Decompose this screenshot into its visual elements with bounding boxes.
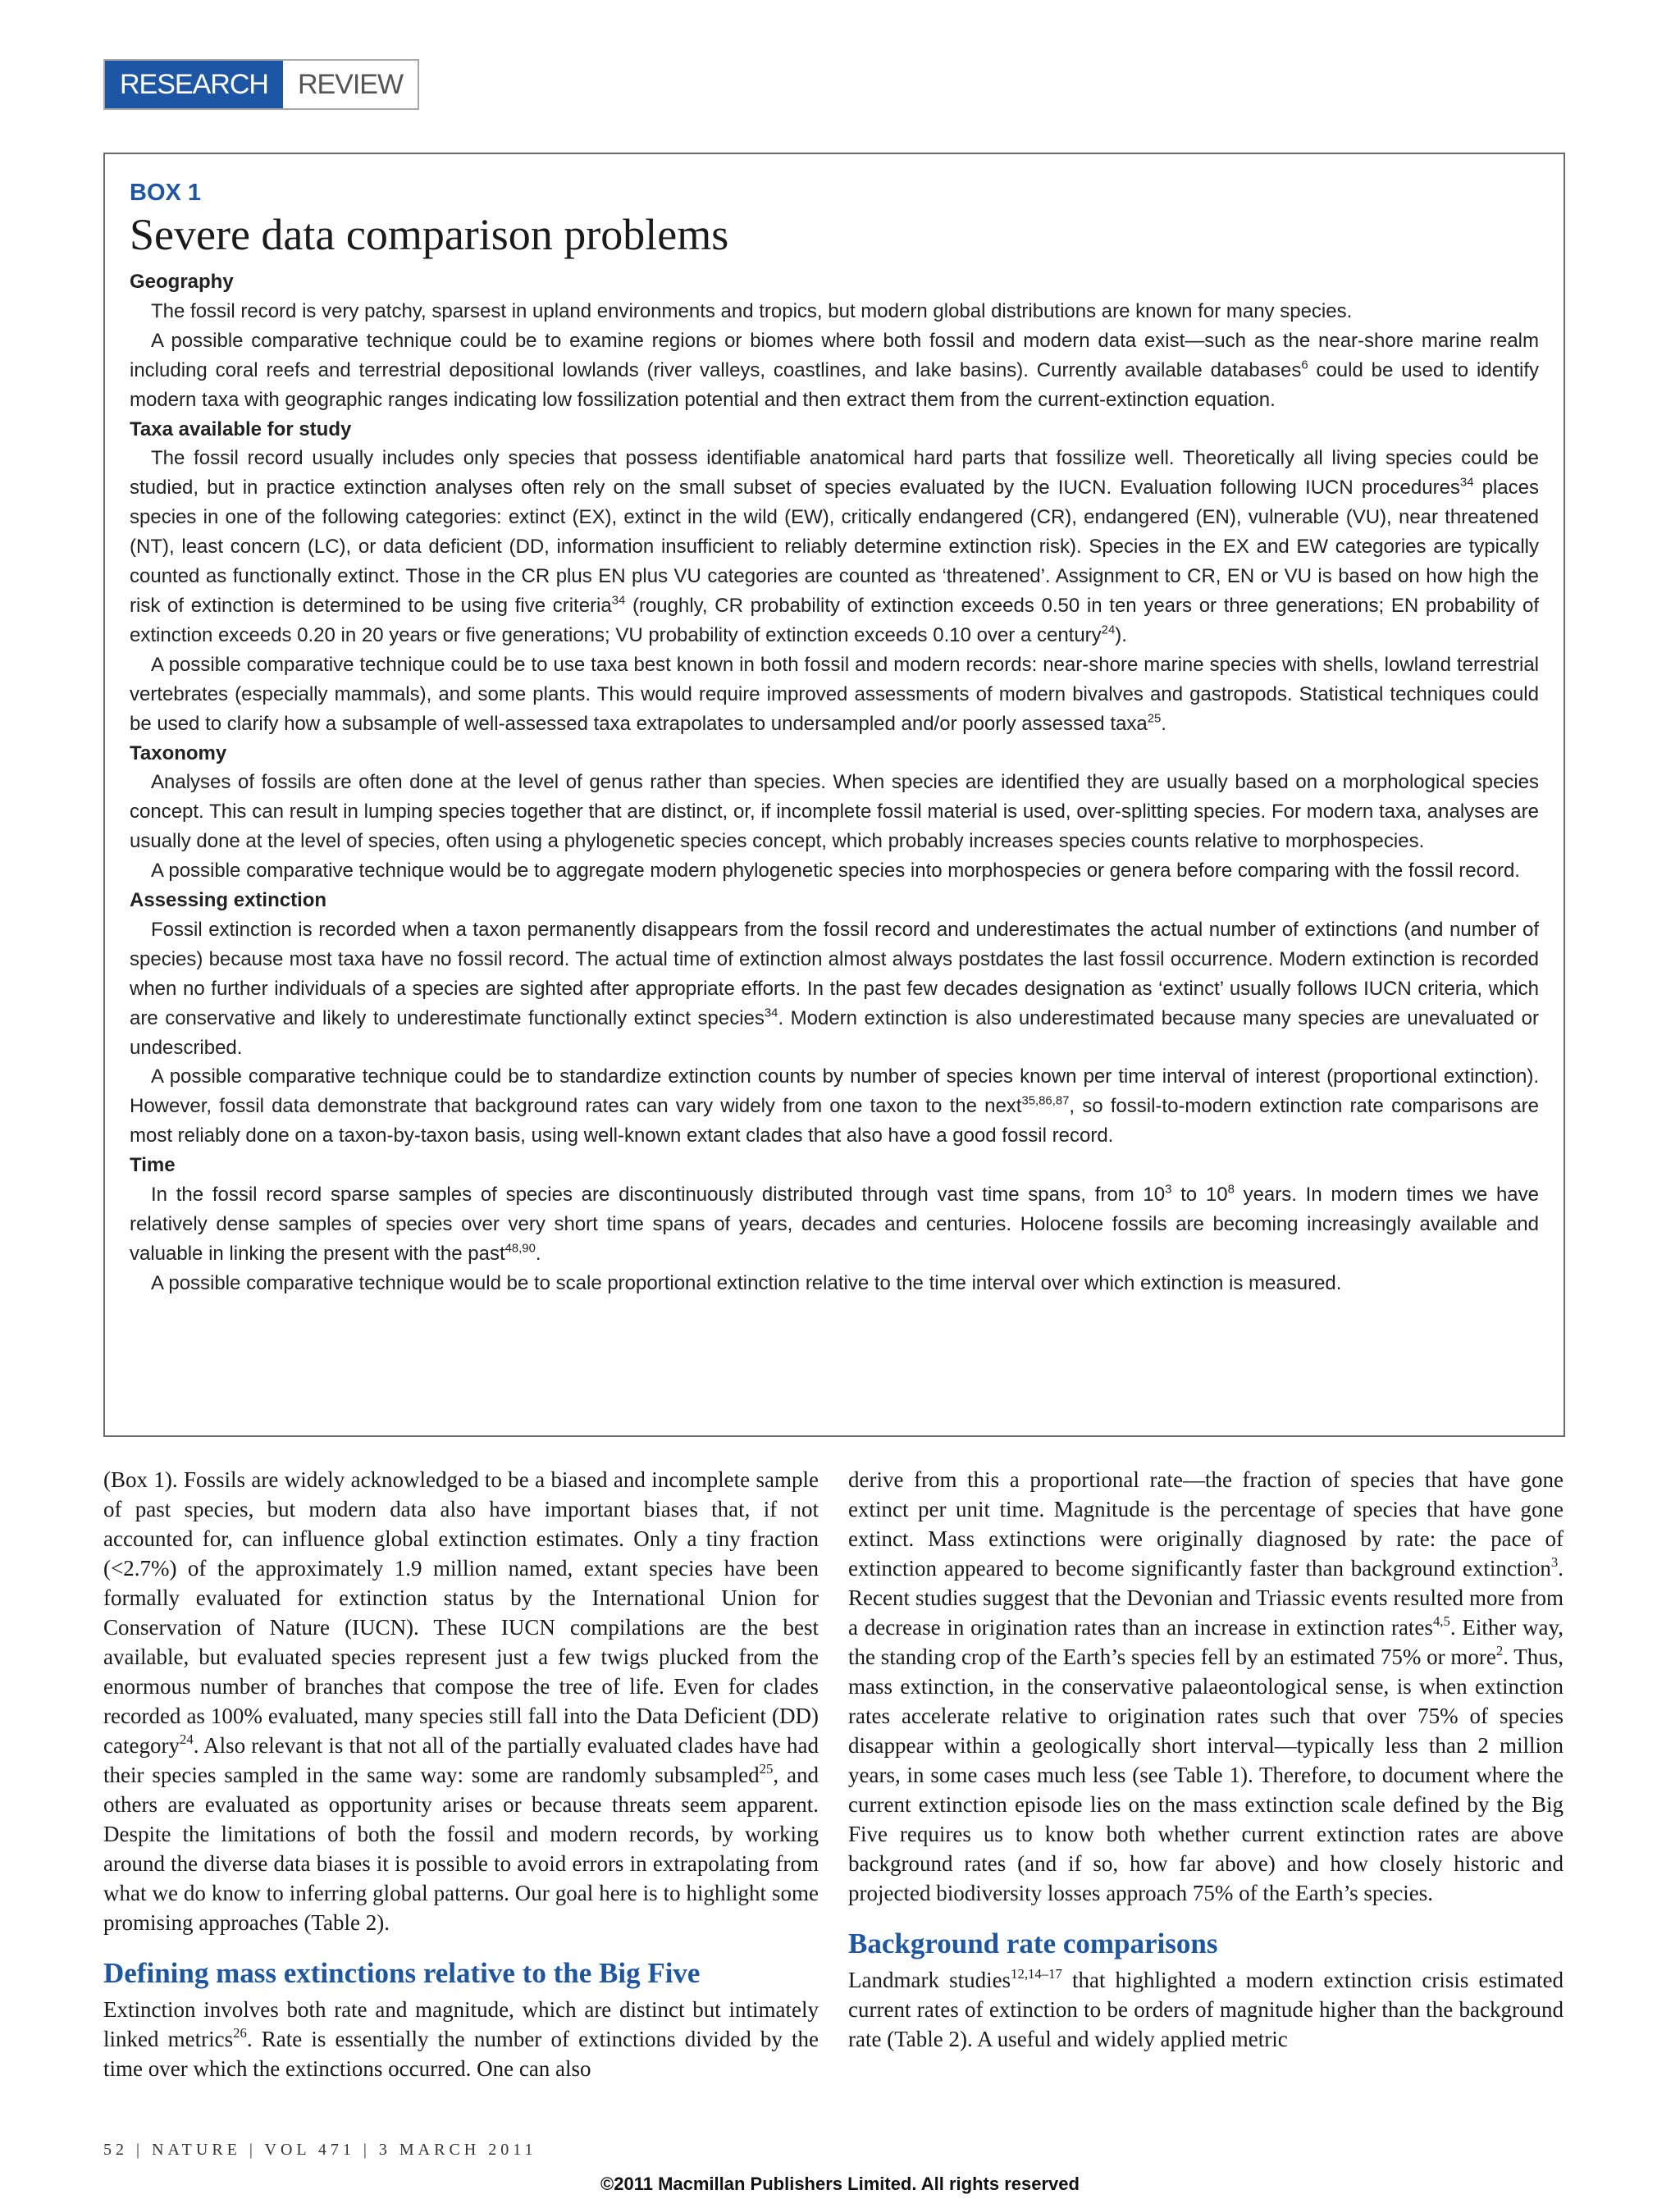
box-section-heading: Taxa available for study	[130, 417, 352, 440]
right-column	[848, 1465, 1564, 2054]
citation-superscript: 3	[1165, 1183, 1172, 1197]
section-heading-mass-extinctions: Defining mass extinctions relative to the Big Five	[103, 1957, 701, 1989]
left-body-paragraph: Extinction involves both rate and magnitude, which are distinct but intimately linked metrics$^{26}$. Rate is essentially the number of extinctions divided by the time over which the extinctions occurred. One can also	[103, 1997, 819, 2081]
box-paragraph: A possible comparative technique would be to aggregate modern phylogenetic species into morphospecies or genera before comparing with the fossil record.	[151, 860, 1520, 883]
tag-review: REVIEW	[283, 61, 418, 108]
box-paragraph: A possible comparative technique could be to use taxa best known in both fossil and modern records: near-shore marine species with shells, lowland terrestrial vertebrates (especially mammals), and some plants. This would require improved assessments of modern bivalves and gastropods. Statistical techniques could be used to clarify how a subsample of well-assessed taxa extrapolates to undersampled and/or poorly assessed taxa$^{25}$.	[130, 653, 1539, 735]
section-heading-background-rate: Background rate comparisons	[848, 1927, 1218, 1959]
citation-superscript: 48,90	[504, 1242, 536, 1256]
citation-superscript: 8	[1227, 1183, 1235, 1197]
left-intro-paragraph: (Box 1). Fossils are widely acknowledged to be a biased and incomplete sample of past species, but modern data also have important biases that, if not accounted for, can influence global extinction estimates. Only a tiny fraction (<2.7%) of the approximately 1.9 million named, extant species have been formally evaluated for extinction status by the International Union for Conservation of Nature (IUCN). These IUCN compilations are the best available, but evaluated species represent just a few twigs plucked from the enormous number of branches that compose the tree of life. Even for clades recorded as 100% evaluated, many species still fall into the Data Deficient (DD) category$^{24}$. Also relevant is that not all of the partially evaluated clades have had their species sampled in the same way: some are randomly subsampled$^{25}$, and others are evaluated as opportunity arises or because threats seem apparent. Despite the limitations of both the fossil and modern records, by working around the diverse data biases it is possible to avoid errors in extrapolating from what we do know to inferring global patterns. Our goal here is to highlight some promising approaches (Table 2).	[103, 1467, 819, 1935]
citation-superscript: 24	[1101, 623, 1116, 637]
box-paragraph: The fossil record is very patchy, sparsest in upland environments and tropics, but modern global distributions are known for many species.	[151, 299, 1353, 322]
right-body-paragraph: Landmark studies$^{12,14-17}$ that highlighted a modern extinction crisis estimated current rates of extinction to be orders of magnitude higher than the background rate (Table 2). A useful and widely applied metric	[848, 1966, 1564, 2051]
box-1	[103, 153, 1565, 1437]
citation-superscript: 2	[1495, 1643, 1504, 1659]
box-section-heading: Taxonomy	[130, 741, 227, 764]
right-intro-paragraph: derive from this a proportional rate—the fraction of species that have gone extinct per unit time. Magnitude is the percentage of species that have gone extinct. Mass extinctions were originally diagnosed by rate: the pace of extinction appeared to become significantly faster than background extinction$^3$. Recent studies suggest that the Devonian and Triassic events resulted more from a decrease in origination rates than an increase in extinction rates$^{4,5}$. Either way, the standing crop of the Earth’s species fell by an estimated 75% or more$^2$. Thus, mass extinction, in the conservative palaeontological sense, is when extinction rates accelerate relative to origination rates such that over 75% of species disappear within a geologically short interval—typically less than 2 million years, in some cases much less (see Table 1). Therefore, to document where the current extinction episode lies on the mass extinction scale defined by the Big Five requires us to know both whether current extinction rates are above background rates (and if so, how far above) and how closely historic and projected biodiversity losses approach 75% of the Earth’s species.	[848, 1467, 1564, 1905]
citation-superscript: 12,14–17	[1011, 1966, 1062, 1982]
left-column	[103, 1465, 819, 2083]
box-paragraph: Fossil extinction is recorded when a taxon permanently disappears from the fossil record and underestimates the actual number of extinctions (and number of species) because most taxa have no fossil record. The actual time of extinction almost always postdates the last fossil occurrence. Modern extinction is recorded when no further individuals of a species are sighted after appropriate efforts. In the past few decades designation as ‘extinct’ usually follows IUCN criteria, which are conservative and likely to underestimate functionally extinct species$^{34}$. Modern extinction is also underestimated because many species are unevaluated or undescribed.	[130, 918, 1540, 1059]
box-paragraph: A possible comparative technique would be to scale proportional extinction relative to the time interval over which extinction is measured.	[151, 1271, 1342, 1294]
citation-superscript: 6	[1301, 358, 1308, 372]
copyright-notice: ©2011 Macmillan Publishers Limited. All rights reserved	[600, 2174, 1080, 2194]
citation-superscript: 25	[759, 1761, 774, 1777]
box-section-heading: Assessing extinction	[130, 889, 327, 912]
citation-superscript: 24	[179, 1731, 194, 1748]
citation-superscript: 25	[1147, 711, 1162, 725]
tag-research: RESEARCH	[105, 61, 283, 108]
citation-superscript: 34	[1459, 476, 1474, 490]
section-tag	[103, 59, 419, 110]
box-section-heading: Geography	[130, 271, 234, 293]
box-paragraph: In the fossil record sparse samples of species are discontinuously distributed through vast time spans, from $10^3$ to $10^8$ years. In modern times we have relatively dense samples of species over very short time spans of years, decades and centuries. Holocene fossils are becoming increasingly available and valuable in linking the present with the past$^{48,90}$.	[130, 1183, 1539, 1265]
page-footer: 52 | NATURE | VOL 471 | 3 MARCH 2011	[103, 2141, 537, 2159]
box-paragraph: The fossil record usually includes only species that possess identifiable anatomical hard parts that fossilize well. Theoretically all living species could be studied, but in practice extinction analyses often rely on the small subset of species evaluated by the IUCN. Evaluation following IUCN procedures$^{34}$ places species in one of the following categories: extinct (EX), extinct in the wild (EW), critically endangered (CR), endangered (EN), vulnerable (VU), near threatened (NT), least concern (LC), or data deficient (DD, information insufficient to reliably determine extinction risk). Species in the EX and EW categories are typically counted as functionally extinct. Those in the CR plus EN plus VU categories are counted as ‘threatened’. Assignment to CR, EN or VU is based on how high the risk of extinction is determined to be using five criteria$^{34}$ (roughly, CR probability of extinction exceeds 0.50 in ten years or three generations; EN probability of extinction exceeds 0.20 in 20 years or five generations; VU probability of extinction exceeds 0.10 over a century$^{24}$).	[130, 447, 1539, 646]
box-section-heading: Time	[130, 1154, 176, 1177]
box-paragraph: A possible comparative technique could be to examine regions or biomes where both fossil and modern data exist—such as the near-shore marine realm including coral reefs and terrestrial depositional lowlands (river valleys, coastlines, and lake basins). Currently available databases$^6$ could be used to identify modern taxa with geographic ranges indicating low fossilization potential and then extract them from the current-extinction equation.	[130, 329, 1539, 411]
citation-superscript: 34	[764, 1006, 778, 1020]
citation-superscript: 34	[611, 594, 626, 608]
citation-superscript: 35,86,87	[1021, 1094, 1070, 1108]
box-title: Severe data comparison problems	[130, 210, 729, 259]
box-paragraph: A possible comparative technique could be to standardize extinction counts by number of species known per time interval of interest (proportional extinction). However, fossil data demonstrate that background rates can vary widely from one taxon to the next$^{35,86,87}$, so fossil-to-modern extinction rate comparisons are most reliably done on a taxon-by-taxon basis, using well-known extant clades that also have a good fossil record.	[130, 1065, 1539, 1147]
citation-superscript: 3	[1550, 1554, 1559, 1571]
citation-superscript: 4,5	[1432, 1613, 1450, 1630]
box-paragraph: Analyses of fossils are often done at the level of genus rather than species. When species are identified they are usually based on a morphological species concept. This can result in lumping species together that are distinct, or, if incomplete fossil material is used, over-splitting species. For modern taxa, analyses are usually done at the level of species, often using a phylogenetic species concept, which probably increases species counts relative to morphospecies.	[130, 771, 1539, 853]
citation-superscript: 26	[233, 2025, 247, 2041]
box-label: BOX 1	[130, 180, 202, 206]
box-body	[130, 267, 1539, 1298]
